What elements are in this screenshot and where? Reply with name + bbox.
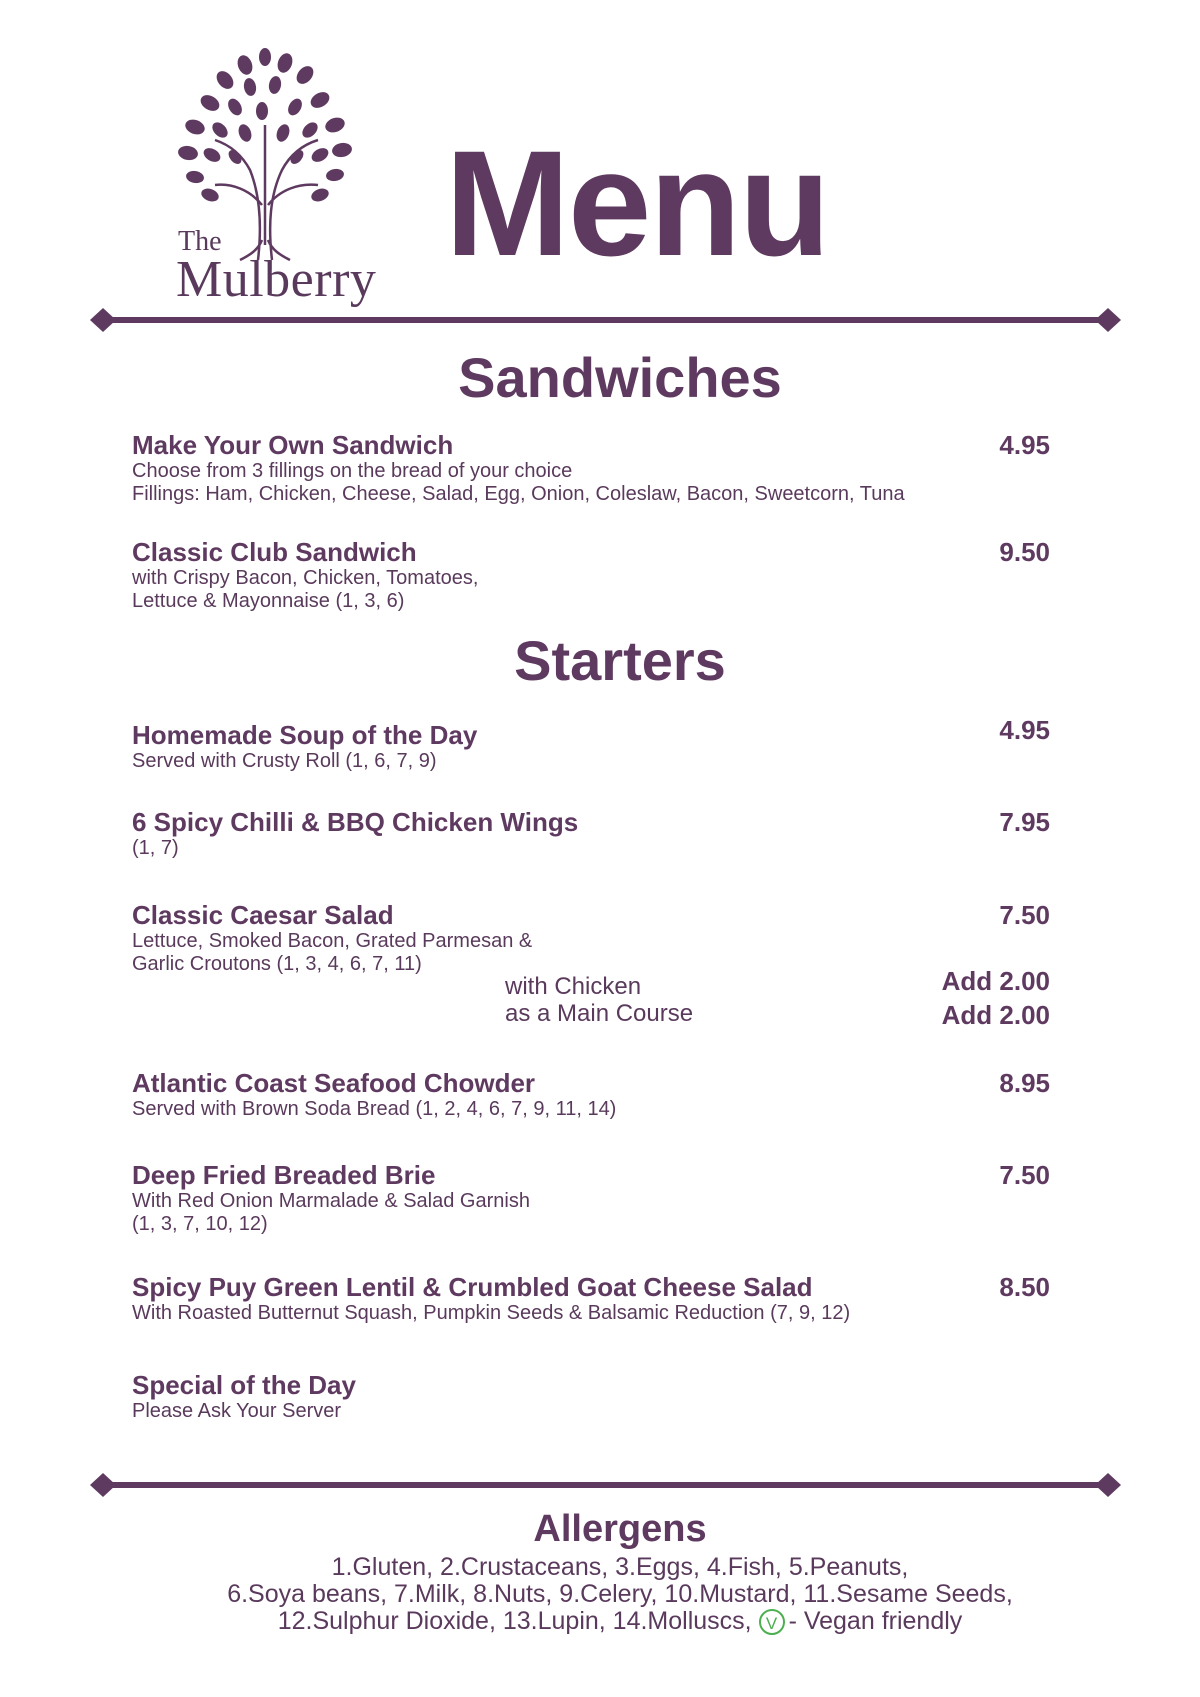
menu-item-caesar-salad bbox=[132, 900, 1052, 976]
section-title-starters: Starters bbox=[514, 629, 726, 692]
allergens-title: Allergens bbox=[533, 1508, 707, 1550]
menu-item-make-your-own-sandwich bbox=[132, 430, 1052, 506]
menu-item-lentil-goat-cheese-salad bbox=[132, 1272, 1052, 1325]
item-desc: Served with Crusty Roll (1, 6, 7, 9) bbox=[132, 750, 437, 772]
item-name: Classic Caesar Salad bbox=[132, 900, 394, 930]
item-desc: Fillings: Ham, Chicken, Cheese, Salad, Egg, Onion, Coleslaw, Bacon, Sweetcorn, Tuna bbox=[132, 483, 905, 505]
item-price: 7.50 bbox=[999, 1160, 1050, 1190]
item-desc: with Crispy Bacon, Chicken, Tomatoes, bbox=[132, 567, 479, 589]
item-desc: Served with Brown Soda Bread (1, 2, 4, 6, 7, 9, 11, 14) bbox=[132, 1098, 617, 1120]
item-desc: Lettuce & Mayonnaise (1, 3, 6) bbox=[132, 590, 405, 612]
menu-item-special-of-the-day bbox=[132, 1370, 1052, 1423]
item-name: Spicy Puy Green Lentil & Crumbled Goat Cheese Salad bbox=[132, 1272, 813, 1302]
item-price: 9.50 bbox=[999, 537, 1050, 567]
item-name: Make Your Own Sandwich bbox=[132, 430, 454, 460]
item-name: Classic Club Sandwich bbox=[132, 537, 417, 567]
allergen-line-vegan bbox=[0, 1607, 1200, 1636]
item-name: 6 Spicy Chilli & BBQ Chicken Wings bbox=[132, 807, 579, 837]
page-title: Menu bbox=[445, 119, 829, 287]
menu-item-breaded-brie bbox=[132, 1160, 1052, 1236]
section-title-sandwiches: Sandwiches bbox=[458, 346, 782, 409]
vegan-leaf-icon: V bbox=[759, 1609, 785, 1635]
item-name: Atlantic Coast Seafood Chowder bbox=[132, 1068, 536, 1098]
item-desc: With Roasted Butternut Squash, Pumpkin Seeds & Balsamic Reduction (7, 9, 12) bbox=[132, 1302, 851, 1324]
allergen-line-text: 12.Sulphur Dioxide, 13.Lupin, 14.Molluscs, bbox=[277, 1607, 752, 1635]
allergen-line: 1.Gluten, 2.Crustaceans, 3.Eggs, 4.Fish, 5.Peanuts, bbox=[331, 1553, 909, 1581]
menu-item-chicken-wings bbox=[132, 807, 1052, 860]
menu-item-soup-of-the-day bbox=[132, 720, 1052, 773]
item-desc: Choose from 3 fillings on the bread of your choice bbox=[132, 460, 573, 482]
item-name: Deep Fried Breaded Brie bbox=[132, 1160, 436, 1190]
logo-name-text: Mulberry bbox=[176, 251, 377, 308]
allergen-line: 6.Soya beans, 7.Milk, 8.Nuts, 9.Celery, 10.Mustard, 11.Sesame Seeds, bbox=[227, 1580, 1013, 1608]
item-desc: With Red Onion Marmalade & Salad Garnish bbox=[132, 1190, 530, 1212]
item-desc: (1, 3, 7, 10, 12) bbox=[132, 1213, 268, 1235]
item-price: 8.50 bbox=[999, 1272, 1050, 1302]
vegan-label: - Vegan friendly bbox=[788, 1607, 963, 1635]
item-price: 4.95 bbox=[999, 715, 1050, 745]
item-desc: Please Ask Your Server bbox=[132, 1400, 342, 1422]
menu-item-seafood-chowder bbox=[132, 1068, 1052, 1121]
item-price: 7.50 bbox=[999, 900, 1050, 930]
item-desc: Garlic Croutons (1, 3, 4, 6, 7, 11) bbox=[132, 953, 422, 975]
addon-label: with Chicken bbox=[505, 973, 642, 1000]
item-name: Homemade Soup of the Day bbox=[132, 720, 478, 750]
addon-price: Add 2.00 bbox=[941, 1000, 1050, 1030]
item-desc: (1, 7) bbox=[132, 837, 179, 859]
item-price: 8.95 bbox=[999, 1068, 1050, 1098]
item-desc: Lettuce, Smoked Bacon, Grated Parmesan & bbox=[132, 930, 533, 952]
item-price: 7.95 bbox=[999, 807, 1050, 837]
addon-label: as a Main Course bbox=[505, 1000, 694, 1027]
bottom-divider bbox=[88, 1470, 1123, 1500]
item-price: 4.95 bbox=[999, 430, 1050, 460]
addon-price: Add 2.00 bbox=[941, 966, 1050, 996]
menu-item-classic-club-sandwich bbox=[132, 537, 1052, 613]
logo-the-text: The bbox=[178, 226, 222, 257]
top-divider bbox=[88, 305, 1123, 335]
item-name: Special of the Day bbox=[132, 1370, 356, 1400]
